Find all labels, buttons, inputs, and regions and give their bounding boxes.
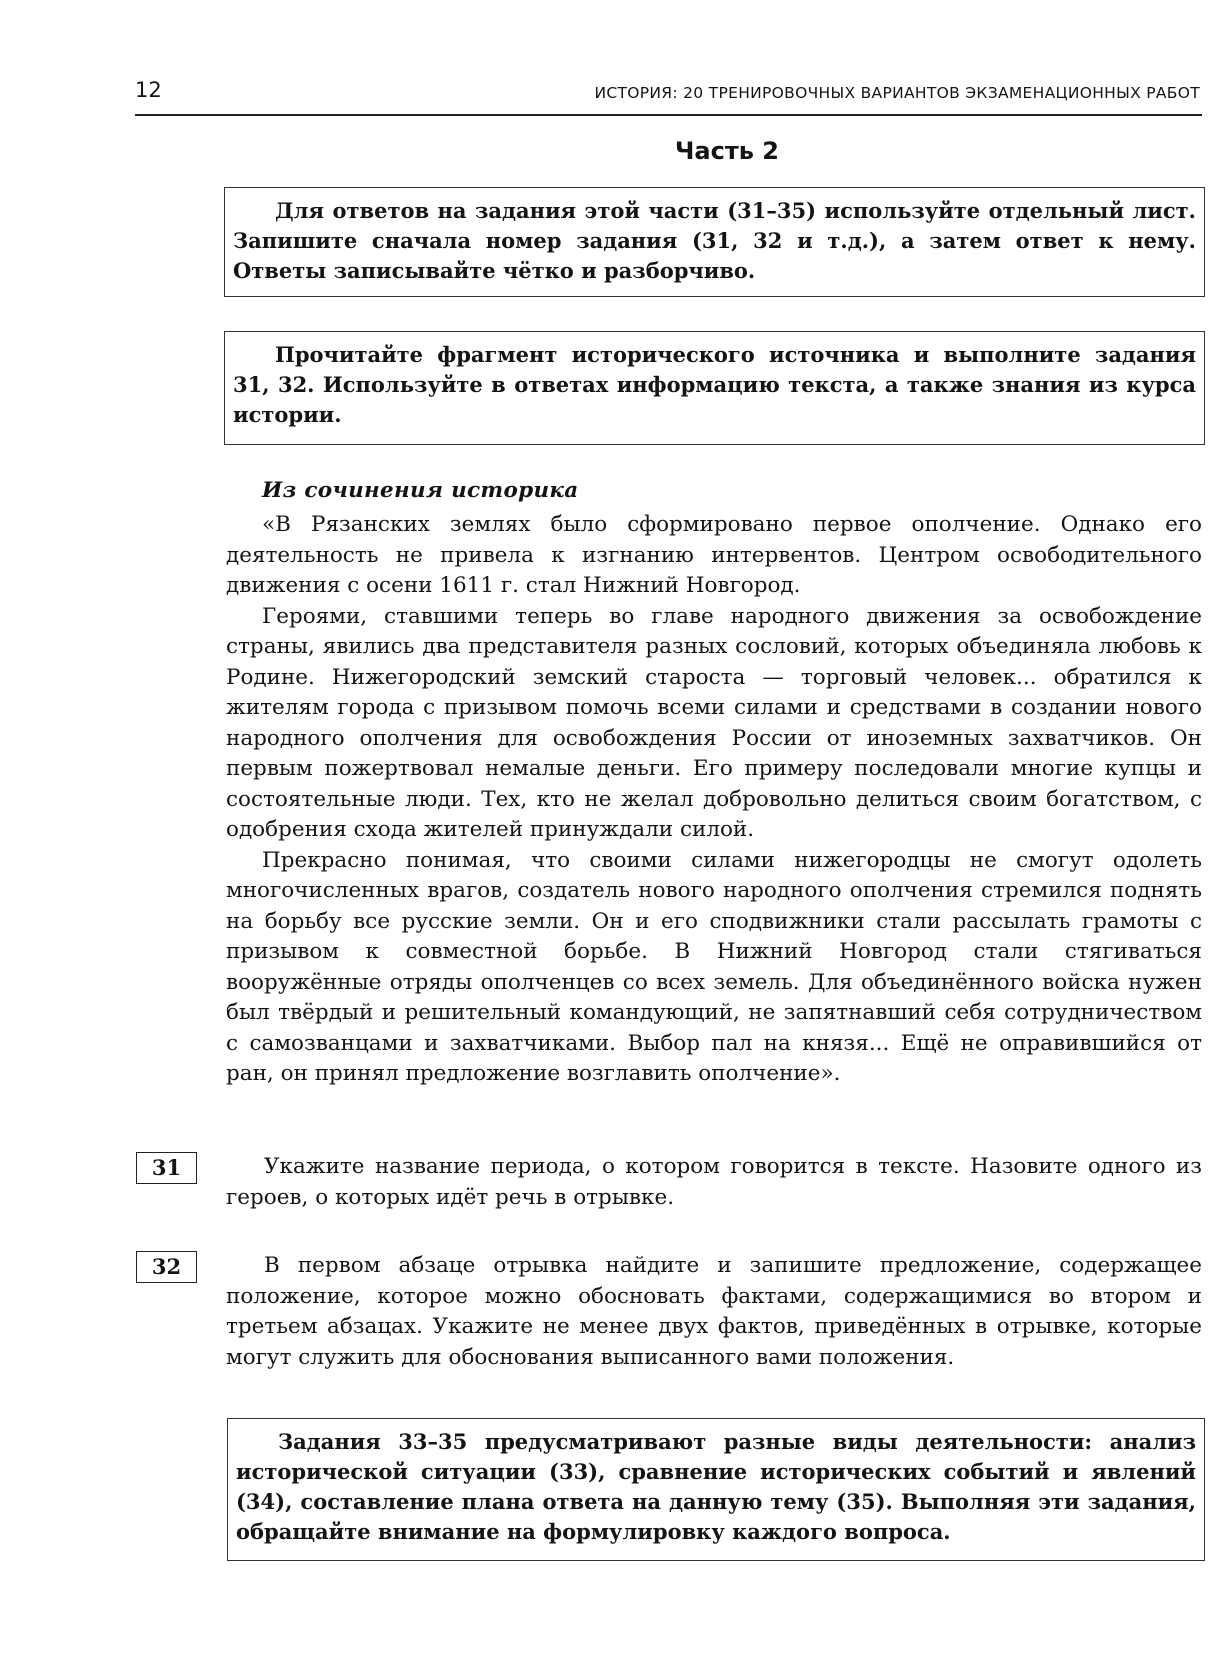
closing-box (227, 1418, 1205, 1561)
source-paragraph: «В Рязанских землях было сформировано первое ополчение. Однако его деятельность не привела к изгнанию интервентов. Центром освободительного движения с осени 1611 г. стал Нижний Новгород. (226, 512, 1202, 598)
task-number-31: 31 (136, 1152, 197, 1184)
task-31-text: Укажите название периода, о котором говорится в тексте. Назовите одного из героев, о которых идёт речь в отрывке. (226, 1154, 1202, 1210)
instructions-box (224, 187, 1205, 297)
running-title: ИСТОРИЯ: 20 ТРЕНИРОВОЧНЫХ ВАРИАНТОВ ЭКЗАМЕНАЦИОННЫХ РАБОТ (594, 84, 1200, 102)
page-header (135, 70, 1202, 116)
task-32-text: В первом абзаце отрывка найдите и запишите предложение, содержащее положение, которое можно обосновать фактами, содержащимися во втором и третьем абзацах. Укажите не менее двух фактов, приведённых в отрывке, которые могут служить для обоснования выписанного вами положения. (226, 1253, 1202, 1370)
task-31 (226, 1152, 1202, 1213)
task-32 (226, 1251, 1202, 1373)
task-number-32: 32 (136, 1251, 197, 1283)
source-paragraph: Героями, ставшими теперь во главе народного движения за освобождение страны, явились два представителя разных сословий, которых объединяла любовь к Родине. Нижегородский земский староста — торговый человек... обратился к жителям города с призывом помочь всеми силами и средствами в создании нового народного ополчения для освобождения России от иноземных захватчиков. Он первым пожертвовал немалые деньги. Его примеру последовали многие купцы и состоятельные люди. Тех, кто не желал добровольно делиться своим богатством, с одобрения схода жителей принуждали силой. (226, 603, 1202, 842)
source-instruction-box (224, 331, 1205, 445)
source-paragraph: Прекрасно понимая, что своими силами нижегородцы не смогут одолеть многочисленных врагов, создатель нового народного ополчения стремился поднять на борьбу все русские земли. Он и его сподвижники стали рассылать грамоты с призывом к совместной борьбе. В Нижний Новгород стали стягиваться вооружённые отряды ополченцев со всех земель. Для объединённого войска нужен был твёрдый и решительный командующий, не запятнавший себя сотрудничеством с самозванцами и захватчиками. Выбор пал на князя... Ещё не оправившийся от ран, он принял предложение возглавить ополчение». (226, 847, 1202, 1086)
page-number: 12 (135, 78, 162, 102)
source-text (226, 510, 1202, 1090)
instructions-text: Для ответов на задания этой части (31–35) используйте отдельный лист. Запишите сначала номер задания (31, 32 и т.д.), а затем ответ к нему. Ответы записывайте чётко и разборчиво. (233, 198, 1196, 283)
source-title: Из сочинения историка (262, 478, 579, 503)
part-title: Часть 2 (675, 137, 779, 165)
source-instruction-text: Прочитайте фрагмент исторического источника и выполните задания 31, 32. Используйте в ответах информацию текста, а также знания из курса истории. (233, 342, 1196, 427)
closing-text: Задания 33–35 предусматривают разные виды деятельности: анализ исторической ситуации (33), сравнение исторических событий и явлений (34), составление плана ответа на данную тему (35). Выполняя эти задания, обращайте внимание на формулировку каждого вопроса. (236, 1429, 1196, 1544)
